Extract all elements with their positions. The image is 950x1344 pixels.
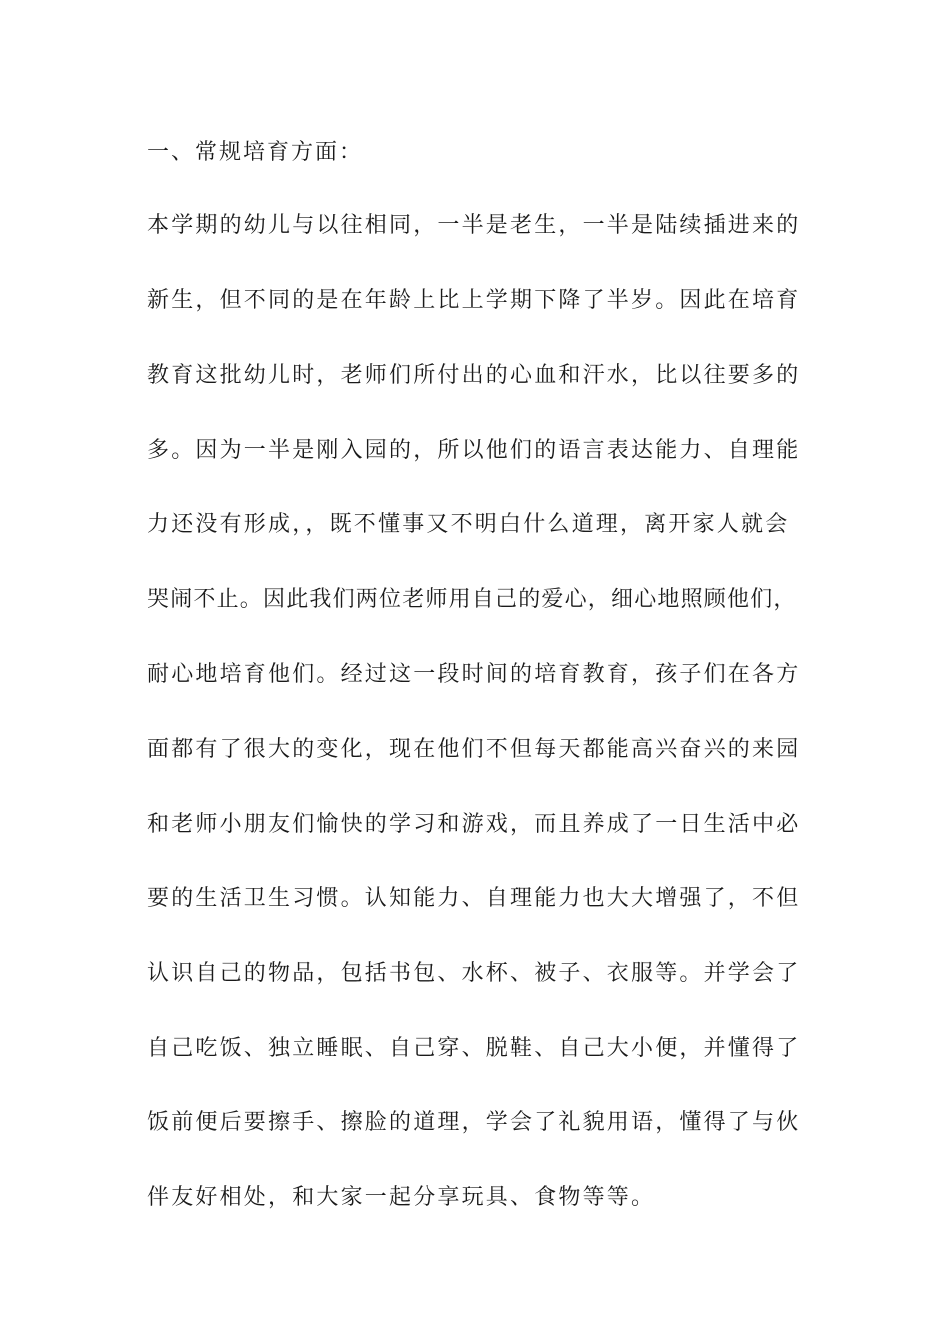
- paragraph-line-5: 力还没有形成，，既不懂事又不明白什么道理，离开家人就会: [147, 512, 790, 537]
- paragraph-line-8: 面都有了很大的变化，现在他们不但每天都能高兴奋兴的来园: [147, 737, 801, 762]
- paragraph-line-3: 教育这批幼儿时，老师们所付出的心血和汗水，比以往要多的: [147, 363, 801, 388]
- paragraph-line-4: 多。因为一半是刚入园的，所以他们的语言表达能力、自理能: [147, 438, 801, 463]
- section-heading: 一、常规培育方面：: [147, 140, 364, 165]
- paragraph-line-2: 新生，但不同的是在年龄上比上学期下降了半岁。因此在培育: [147, 288, 801, 313]
- paragraph-line-11: 认识自己的物品，包括书包、水杯、被子、衣服等。并学会了: [147, 961, 801, 986]
- paragraph-line-12: 自己吃饭、独立睡眠、自己穿、脱鞋、自己大小便，并懂得了: [147, 1036, 801, 1061]
- paragraph-line-10: 要的生活卫生习惯。认知能力、自理能力也大大增强了，不但: [147, 886, 801, 911]
- paragraph-line-14: 伴友好相处，和大家一起分享玩具、食物等等。: [147, 1185, 656, 1210]
- paragraph-line-7: 耐心地培育他们。经过这一段时间的培育教育，孩子们在各方: [147, 662, 801, 687]
- paragraph-line-1: 本学期的幼儿与以往相同，一半是老生，一半是陆续插进来的: [147, 213, 801, 238]
- paragraph-line-6: 哭闹不止。因此我们两位老师用自己的爱心，细心地照顾他们，: [147, 587, 797, 612]
- paragraph-line-13: 饭前便后要擦手、擦脸的道理，学会了礼貌用语，懂得了与伙: [147, 1110, 801, 1135]
- paragraph-line-9: 和老师小朋友们愉快的学习和游戏，而且养成了一日生活中必: [147, 812, 801, 837]
